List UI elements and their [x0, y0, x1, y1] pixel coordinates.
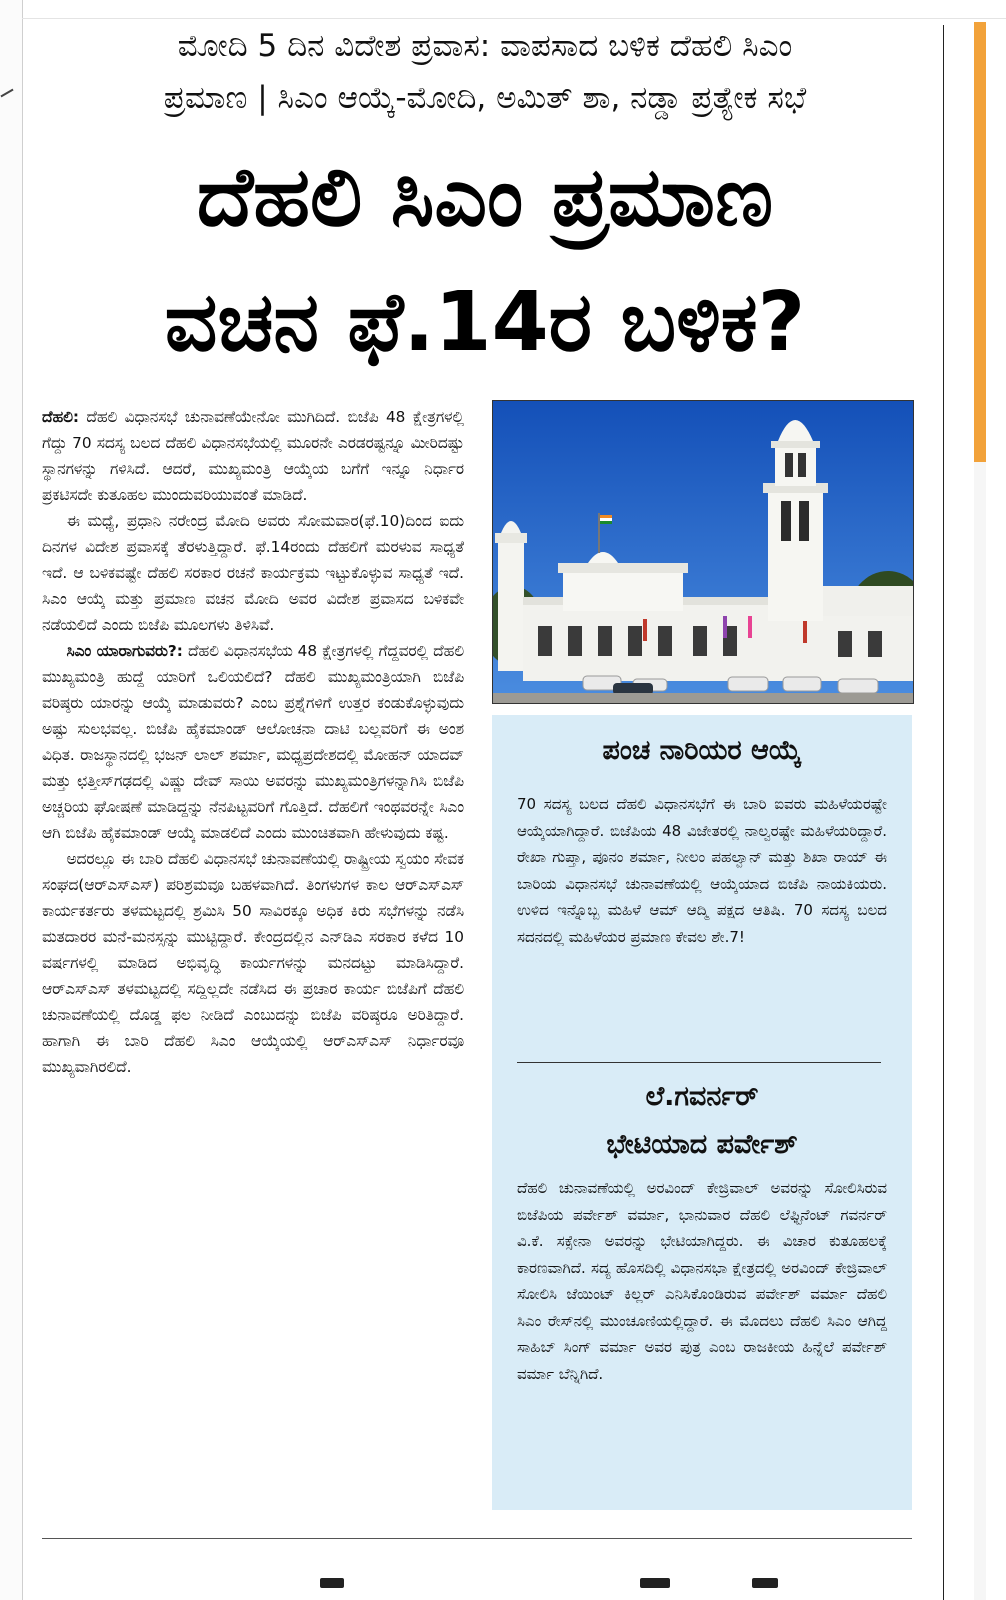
bottom-rule [42, 1538, 912, 1539]
dateline: ದೆಹಲಿ: [42, 408, 79, 426]
article-paragraph-1 [42, 404, 464, 508]
article-paragraph-4: ಅದರಲ್ಲೂ ಈ ಬಾರಿ ದೆಹಲಿ ವಿಧಾನಸಭೆ ಚುನಾವಣೆಯಲ್ಲಿ ರಾಷ್ಟ್ರೀಯ ಸ್ವಯಂ ಸೇವಕ ಸಂಘದ(ಆರ್‌ಎಸ್‌ಎಸ್) ಪರಿಶ್ರಮವೂ ಬಹಳವಾಗಿದೆ. ತಿಂಗಳುಗಳ ಕಾಲ ಆರ್‌ಎಸ್‌ಎಸ್ ಕಾರ್ಯಕರ್ತರು ತಳಮಟ್ಟದಲ್ಲಿ ಶ್ರಮಿಸಿ 50 ಸಾವಿರಕ್ಕೂ ಅಧಿಕ ಕಿರು ಸಭೆಗಳನ್ನು ನಡೆಸಿ ಮತದಾರರ ಮನೆ-ಮನಸ್ಸನ್ನು ಮುಟ್ಟಿದ್ದಾರೆ. ಕೇಂದ್ರದಲ್ಲಿನ ಎನ್‌ಡಿಎ ಸರಕಾರ ಕಳೆದ 10 ವರ್ಷಗಳಲ್ಲಿ ಮಾಡಿದ ಅಭಿವೃದ್ಧಿ ಕಾರ್ಯಗಳನ್ನು ಮನದಟ್ಟು ಮಾಡಿಸಿದ್ದಾರೆ. ಆರ್‌ಎಸ್‌ಎಸ್ ತಳಮಟ್ಟದಲ್ಲಿ ಸದ್ದಿಲ್ಲದೇ ನಡೆಸಿದ ಈ ಪ್ರಚಾರ ಕಾರ್ಯ ಬಿಜೆಪಿಗೆ ದೆಹಲಿ ಚುನಾವಣೆಯಲ್ಲಿ ದೊಡ್ಡ ಫಲ ನೀಡಿದೆ ಎಂಬುದನ್ನು ಬಿಜೆಪಿ ವರಿಷ್ಠರೂ ಅರಿತಿದ್ದಾರೆ. ಹಾಗಾಗಿ ಈ ಬಾರಿ ದೆಹಲಿ ಸಿಎಂ ಆಯ್ಕೆಯಲ್ಲಿ ಆರ್‌ಎಸ್‌ಎಸ್ ನಿರ್ಧಾರವೂ ಮುಖ್ಯವಾಗಿರಲಿದೆ. [42, 850, 464, 1076]
bottom-text-fragment [640, 1578, 670, 1588]
sidebar-text-lg: ದೆಹಲಿ ಚುನಾವಣೆಯಲ್ಲಿ ಅರವಿಂದ್ ಕೇಜ್ರಿವಾಲ್ ಅವರನ್ನು ಸೋಲಿಸಿರುವ ಬಿಜೆಪಿಯ ಪರ್ವೇಶ್ ವರ್ಮಾ, ಭಾನುವಾರ ದೆಹಲಿ ಲೆಫ್ಟಿನೆಂಟ್ ಗವರ್ನರ್ ವಿ.ಕೆ. ಸಕ್ಸೇನಾ ಅವರನ್ನು ಭೇಟಿಯಾಗಿದ್ದರು. ಈ ವಿಚಾರ ಕುತೂಹಲಕ್ಕೆ ಕಾರಣವಾಗಿದೆ. ಸದ್ಯ ಹೊಸದಿಲ್ಲಿ ವಿಧಾನಸಭಾ ಕ್ಷೇತ್ರದಲ್ಲಿ ಅರವಿಂದ್ ಕೇಜ್ರಿವಾಲ್ ಸೋಲಿಸಿ ಜೆಯಿಂಟ್ ಕಿಲ್ಲರ್ ಎನಿಸಿಕೊಂಡಿರುವ ಪರ್ವೇಶ್ ವರ್ಮಾ ದೆಹಲಿ ಸಿಎಂ ರೇಸ್‌ನಲ್ಲಿ ಮುಂಚೂಣಿಯಲ್ಲಿದ್ದಾರೆ. ಈ ಮೊದಲು ದೆಹಲಿ ಸಿಎಂ ಆಗಿದ್ದ ಸಾಹಿಬ್ ಸಿಂಗ್ ವರ್ಮಾ ಅವರ ಪುತ್ರ ಎಂಬ ರಾಜಕೀಯ ಹಿನ್ನೆಲೆ ಪರ್ವೇಶ್ ವರ್ಮಾ ಬೆನ್ನಿಗಿದೆ. [517, 1179, 887, 1383]
article-paragraph-1-text: ದೆಹಲಿ ವಿಧಾನಸಭೆ ಚುನಾವಣೆಯೇನೋ ಮುಗಿದಿದೆ. ಬಿಜೆಪಿ 48 ಕ್ಷೇತ್ರಗಳಲ್ಲಿ ಗೆದ್ದು 70 ಸದಸ್ಯ ಬಲದ ದೆಹಲಿ ವಿಧಾನಸಭೆಯಲ್ಲಿ ಮೂರನೇ ಎರಡರಷ್ಟನ್ನೂ ಮೀರಿದಷ್ಟು ಸ್ಥಾನಗಳನ್ನು ಗಳಿಸಿದೆ. ಆದರೆ, ಮುಖ್ಯಮಂತ್ರಿ ಆಯ್ಕೆಯ ಬಗೆಗೆ ಇನ್ನೂ ನಿರ್ಧಾರ ಪ್ರಕಟಿಸದೇ ಕುತೂಹಲ ಮುಂದುವರಿಯುವಂತೆ ಮಾಡಿದೆ. [42, 408, 464, 504]
assembly-building-photo [492, 400, 914, 704]
article-paragraph-3 [42, 638, 464, 846]
article-paragraph-3-text: ದೆಹಲಿ ವಿಧಾನಸಭೆಯ 48 ಕ್ಷೇತ್ರಗಳಲ್ಲಿ ಗೆದ್ದವರಲ್ಲಿ ದೆಹಲಿ ಮುಖ್ಯಮಂತ್ರಿ ಹುದ್ದೆ ಯಾರಿಗೆ ಒಲಿಯಲಿದೆ? ದೆಹಲಿ ಮುಖ್ಯಮಂತ್ರಿಯಾಗಿ ಬಿಜೆಪಿ ವರಿಷ್ಠರು ಯಾರನ್ನು ಆಯ್ಕೆ ಮಾಡುವರು? ಎಂಬ ಪ್ರಶ್ನೆಗಳಿಗೆ ಉತ್ತರ ಕಂಡುಕೊಳ್ಳುವುದು ಅಷ್ಟು ಸುಲಭವಲ್ಲ. ಬಿಜೆಪಿ ಹೈಕಮಾಂಡ್ ಆಲೋಚನಾ ದಾಟಿ ಬಲ್ಲವರಿಗೆ ಈ ಅಂಶ ವಿಧಿತ. ರಾಜಸ್ಥಾನದಲ್ಲಿ ಭಜನ್ ಲಾಲ್ ಶರ್ಮಾ, ಮಧ್ಯಪ್ರದೇಶದಲ್ಲಿ ಮೋಹನ್ ಯಾದವ್ ಮತ್ತು ಛತ್ತೀಸ್‌ಗಢದಲ್ಲಿ ವಿಷ್ಣು ದೇವ್ ಸಾಯಿ ಅವರನ್ನು ಮುಖ್ಯಮಂತ್ರಿಗಳನ್ನಾಗಿಸಿ ಬಿಜೆಪಿ ಅಚ್ಚರಿಯ ಘೋಷಣೆ ಮಾಡಿದ್ದನ್ನು ನೆನಪಿಟ್ಟವರಿಗೆ ಗೊತ್ತಿದೆ. ದೆಹಲಿಗೆ ಇಂಥವರನ್ನೇ ಸಿಎಂ ಆಗಿ ಬಿಜೆಪಿ ಹೈಕಮಾಂಡ್ ಆಯ್ಕೆ ಮಾಡಲಿದೆ ಎಂದು ಮುಂಚಿತವಾಗಿ ಹೇಳುವುದು ಕಷ್ಟ. [42, 642, 464, 842]
page-accent-strip [974, 22, 986, 462]
sidebar-title-lg-2: ಭೇಟಿಯಾದ ಪರ್ವೇಶ್ [606, 1129, 798, 1160]
kicker [30, 20, 940, 124]
bottom-text-fragment [320, 1578, 344, 1588]
page-edge-strip [974, 462, 986, 1600]
sidebar-box [492, 715, 912, 1510]
column-rule-right [943, 25, 944, 1600]
sidebar-divider [517, 1062, 881, 1063]
subhead-who-cm: ಸಿಎಂ ಯಾರಾಗುವರು?: [66, 642, 183, 660]
headline [30, 135, 940, 385]
top-edge-line [22, 18, 1006, 19]
headline-line-2: ವಚನ ಫೆ.14ರ ಬಳಿಕ? [164, 275, 806, 370]
bottom-text-fragment [752, 1578, 778, 1588]
kicker-line-1: ಮೋದಿ 5 ದಿನ ವಿದೇಶ ಪ್ರವಾಸ: ವಾಪಸಾದ ಬಳಿಕ ದೆಹಲಿ ಸಿಎಂ [177, 28, 793, 64]
margin-pen-mark [0, 89, 13, 98]
article-paragraph-2: ಈ ಮಧ್ಯೆ, ಪ್ರಧಾನಿ ನರೇಂದ್ರ ಮೋದಿ ಅವರು ಸೋಮವಾರ(ಫೆ.10)ದಿಂದ ಐದು ದಿನಗಳ ವಿದೇಶ ಪ್ರವಾಸಕ್ಕೆ ತೆರಳುತ್ತಿದ್ದಾರೆ. ಫೆ.14ರಂದು ದೆಹಲಿಗೆ ಮರಳುವ ಸಾಧ್ಯತೆ ಇದೆ. ಆ ಬಳಿಕವಷ್ಟೇ ದೆಹಲಿ ಸರಕಾರ ರಚನೆ ಕಾರ್ಯಕ್ರಮ ಇಟ್ಟುಕೊಳ್ಳುವ ಸಾಧ್ಯತೆ ಇದೆ. ಸಿಎಂ ಆಯ್ಕೆ ಮತ್ತು ಪ್ರಮಾಣ ವಚನ ಮೋದಿ ಅವರ ವಿದೇಶ ಪ್ರವಾಸದ ಬಳಿಕವೇ ನಡೆಯಲಿದೆ ಎಂದು ಬಿಜೆಪಿ ಮೂಲಗಳು ತಿಳಿಸಿವೆ. [42, 512, 464, 634]
sidebar-text-women: 70 ಸದಸ್ಯ ಬಲದ ದೆಹಲಿ ವಿಧಾನಸಭೆಗೆ ಈ ಬಾರಿ ಐವರು ಮಹಿಳೆಯರಷ್ಟೇ ಆಯ್ಕೆಯಾಗಿದ್ದಾರೆ. ಬಿಜೆಪಿಯ 48 ವಿಜೇತರಲ್ಲಿ ನಾಲ್ವರಷ್ಟೇ ಮಹಿಳೆಯರಿದ್ದಾರೆ. ರೇಖಾ ಗುಪ್ತಾ, ಪೂನಂ ಶರ್ಮಾ, ನೀಲಂ ಪಹಲ್ವಾನ್ ಮತ್ತು ಶಿಖಾ ರಾಯ್ ಈ ಬಾರಿಯ ವಿಧಾನಸಭೆ ಚುನಾವಣೆಯಲ್ಲಿ ಆಯ್ಕೆಯಾದ ಬಿಜೆಪಿ ನಾಯಕಿಯರು. ಉಳಿದ ಇನ್ನೊಬ್ಬ ಮಹಿಳೆ ಆಮ್ ಆದ್ಮಿ ಪಕ್ಷದ ಆತಿಷಿ. 70 ಸದಸ್ಯ ಬಲದ ಸದನದಲ್ಲಿ ಮಹಿಳೆಯರ ಪ್ರಮಾಣ ಕೇವಲ ಶೇ.7! [517, 795, 887, 946]
sidebar-title-women: ಪಂಚ ನಾರಿಯರ ಆಯ್ಕೆ [602, 735, 802, 766]
sidebar-title-lg-1: ಲೆ.ಗವರ್ನರ್ [645, 1081, 759, 1112]
kicker-line-2: ಪ್ರಮಾಣ | ಸಿಎಂ ಆಯ್ಕೆ-ಮೋದಿ, ಅಮಿತ್ ಶಾ, ನಡ್ಡಾ ಪ್ರತ್ಯೇಕ ಸಭೆ [163, 80, 807, 116]
article-body [42, 404, 464, 1080]
page-left-margin [0, 0, 23, 1600]
headline-line-1: ದೆಹಲಿ ಸಿಎಂ ಪ್ರಮಾಣ [196, 150, 774, 245]
